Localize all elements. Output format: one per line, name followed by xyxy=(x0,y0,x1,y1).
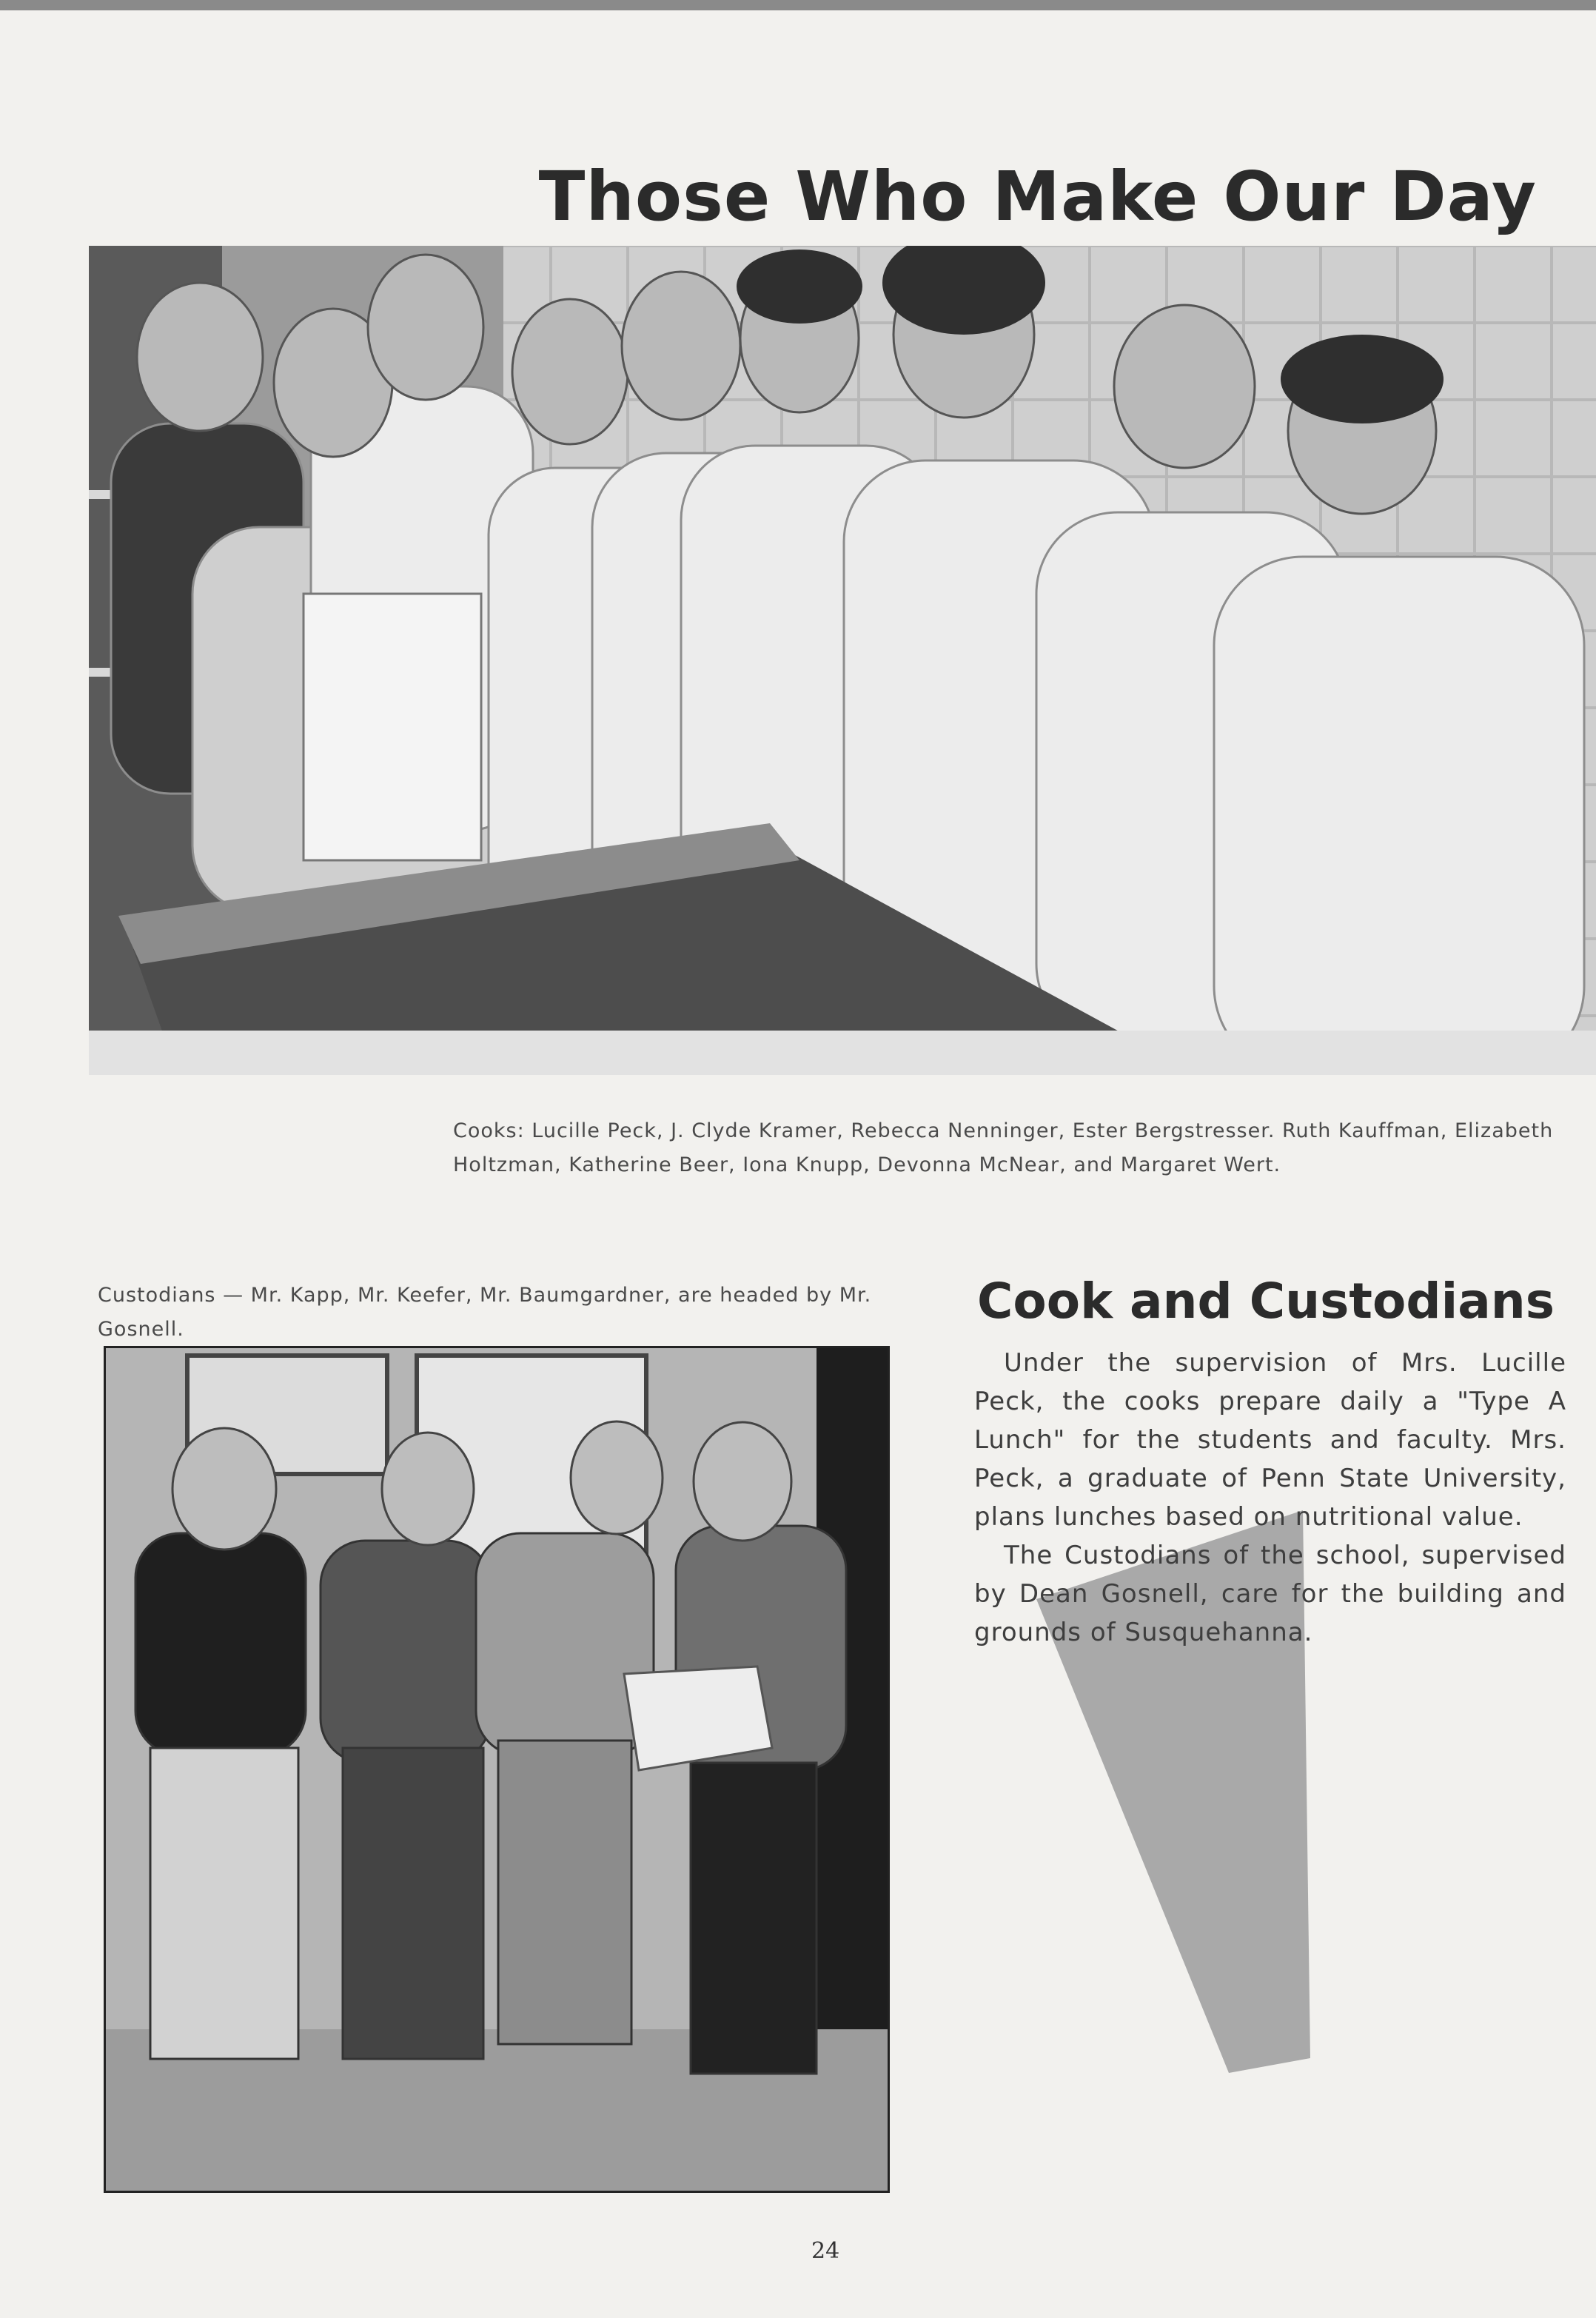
cooks-group-photo xyxy=(89,246,1596,1075)
section-heading: Cook and Custodians xyxy=(976,1272,1555,1330)
page-top-edge xyxy=(0,0,1596,10)
article-paragraph: Under the supervision of Mrs. Lucille Peck, the cooks prepare daily a "Type A Lunch" for the students and faculty. Mrs. Peck, a graduate of Penn State University, plans lunches based on nutritional value. xyxy=(974,1348,1566,1532)
cooks-caption: Cooks: Lucille Peck, J. Clyde Kramer, Rebecca Nenninger, Ester Bergstresser. Ruth Kauffman, Elizabeth Holtzman, Katherine Beer, Iona Knupp, Devonna McNear, and Margaret Wert. xyxy=(453,1119,1554,1176)
custodians-group-photo xyxy=(104,1346,890,2193)
article-body xyxy=(974,1344,1566,1652)
page-number: 24 xyxy=(811,2238,840,2264)
custodians-caption: Custodians — Mr. Kapp, Mr. Keefer, Mr. Baumgardner, are headed by Mr. Gosnell. xyxy=(98,1284,872,1341)
page-title: Those Who Make Our Day xyxy=(538,156,1537,236)
article-paragraph: The Custodians of the school, supervised by Dean Gosnell, care for the building and grounds of Susquehanna. xyxy=(974,1541,1566,1647)
